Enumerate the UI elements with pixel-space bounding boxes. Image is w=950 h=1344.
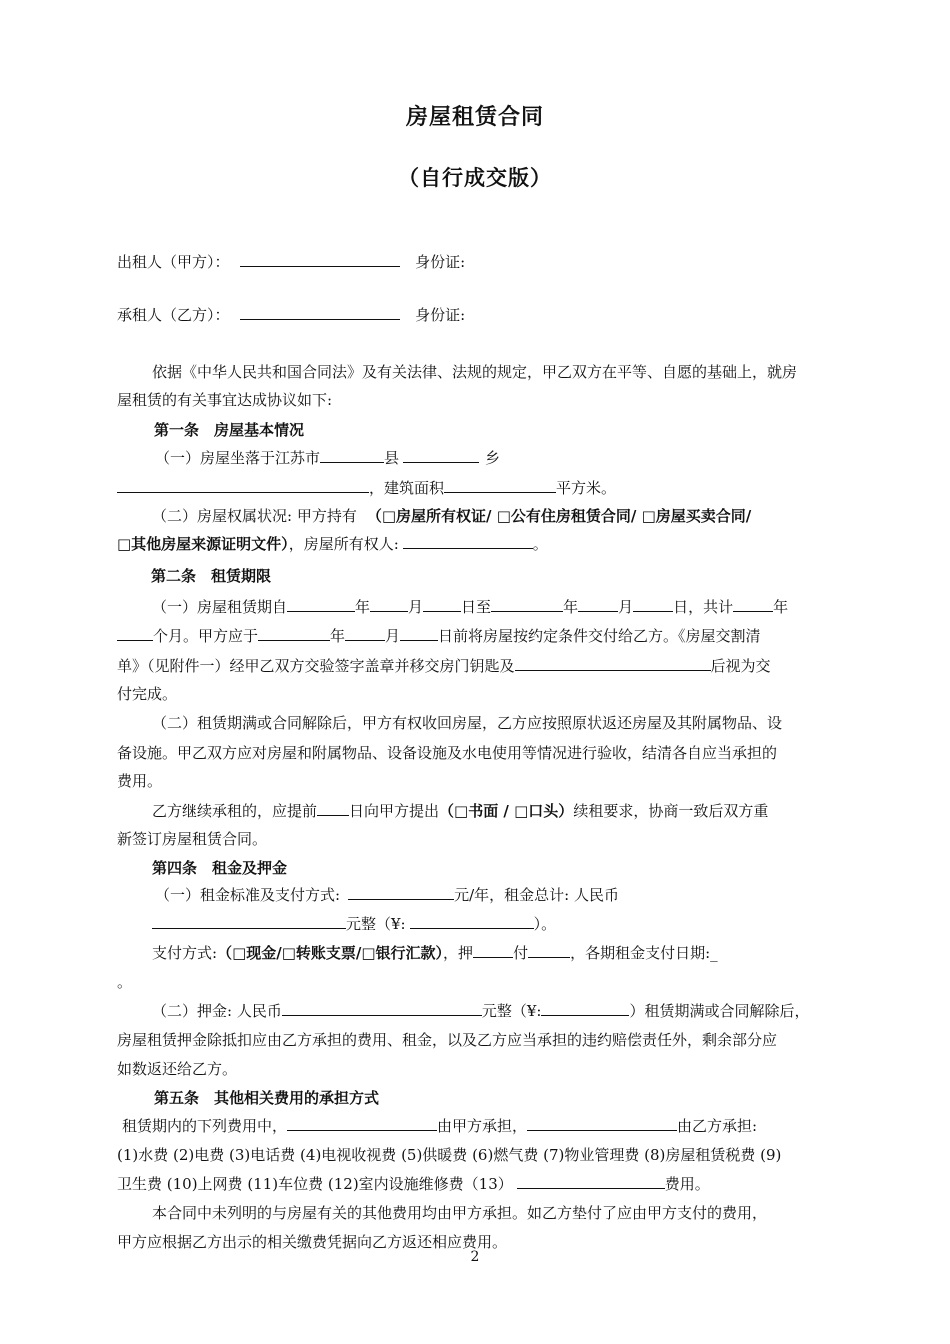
art2-return-line-2: 备设施。甲乙双方应对房屋和附属物品、设备设施及水电使用等情况进行验收，结清各自应当承担的 [117,744,778,762]
art2-renew-line-2: 新签订房屋租赁合同。 [117,830,268,848]
art5-fees-line-2: (1)水费 (2)电费 (3)电话费 (4)电视收视费 (5)供暖费 (6)燃气费 (7)物业管理费 (8)房屋租赁税费 (9) [117,1146,782,1164]
renew-text-3: 续租要求，协商一致后双方重 [573,802,769,820]
deposit-months-label: ，押 [443,944,474,962]
art4-pay-line-2: 。 [117,973,133,991]
art4-deposit-line-1 [152,1001,809,1021]
county-blank[interactable] [403,448,479,463]
fees-suffix: 费用。 [664,1175,710,1193]
deposit-text: ）租赁期满或合同解除后， [629,1002,810,1020]
art1-ownership-line [152,506,751,526]
lessee-name-blank[interactable] [240,305,400,320]
owner-blank[interactable] [403,534,533,549]
lessor-line [117,252,465,272]
handover-text-3: 后视为交 [710,657,771,675]
delivery-day-blank[interactable] [400,626,438,641]
doc-title: 房屋租赁合同 [405,105,544,130]
ownership-option-other[interactable]: □其他房屋来源证明文件） [117,535,289,553]
delivery-month-blank[interactable] [345,626,385,641]
article-5-heading: 第五条 其他相关费用的承担方式 [154,1089,380,1107]
area-blank[interactable] [444,478,556,493]
art4-rent-line-1 [155,885,619,905]
month-label: 月 [618,598,634,616]
lessor-fees-blank[interactable] [287,1116,437,1131]
lessee-line [117,305,465,325]
art1-location-line [155,448,500,468]
month-label: 月 [408,598,424,616]
lessor-name-blank[interactable] [240,252,400,267]
lessee-fees-label: 由乙方承担: [677,1117,758,1135]
rent-total-label: 元/年，租金总计: 人民币 [454,886,619,904]
art4-rent-line-2 [152,914,556,934]
handover-items-blank[interactable] [515,656,711,671]
fees-intro: 租赁期内的下列费用中， [122,1117,288,1135]
year-label: 年 [773,598,789,616]
deposit-words-blank[interactable] [282,1001,482,1016]
owner-period: 。 [532,535,548,553]
lessee-label: 承租人（乙方）： [117,306,230,324]
deposit-label: （二）押金: 人民币 [152,1002,282,1020]
area-unit: 平方米。 [556,479,617,497]
rent-close: ）。 [533,915,557,933]
handover-text: 日前将房屋按约定条件交付给乙方。《房屋交割清 [438,627,761,645]
total-months-blank[interactable] [117,626,153,641]
city-blank[interactable] [320,448,384,463]
township-label: 乡 [485,449,501,467]
art4-pay-line [152,943,718,963]
total-label: 日，共计 [673,598,734,616]
intro-line-1: 依据《中华人民共和国合同法》及有关法律、法规的规定，甲乙双方在平等、自愿的基础上，就房 [152,363,798,381]
article-2-heading: 第二条 租赁期限 [151,567,272,585]
deposit-yuan-label: 元整（¥: [481,1002,542,1020]
art1-area-line [117,478,616,498]
art2-term-line-4: 付完成。 [117,685,178,703]
art2-term-line-3 [117,656,771,676]
area-label: ，建筑面积 [369,479,445,497]
renew-method-options[interactable]: （□书面 / □口头） [439,802,574,820]
start-day-blank[interactable] [423,597,461,612]
year-label: 年 [355,598,371,616]
rent-yuan-label: 元整（¥: [346,915,406,933]
end-month-blank[interactable] [578,597,618,612]
start-month-blank[interactable] [370,597,408,612]
art5-other-line-2: 甲方应根据乙方出示的相关缴费凭据向乙方返还相应费用。 [117,1233,508,1251]
pay-method-options[interactable]: （□现金/□转账支票/□银行汇款） [217,944,444,962]
rent-total-number-blank[interactable] [410,914,534,929]
art5-other-line-1: 本合同中未列明的与房屋有关的其他费用均由甲方承担。如乙方垫付了应由甲方支付的费用， [152,1204,768,1222]
month-label: 月 [385,627,401,645]
rent-per-year-blank[interactable] [348,885,454,900]
county-label: 县 [384,449,400,467]
art1-location-text: （一）房屋坐落于江苏市 [155,449,321,467]
delivery-year-blank[interactable] [258,626,330,641]
total-years-blank[interactable] [733,597,773,612]
renew-text: 乙方继续承租的，应提前 [152,802,318,820]
handover-text-2: 单》（见附件一）经甲乙双方交验签字盖章并移交房门钥匙及 [117,657,515,675]
term-label: （一）房屋租赁期自 [152,598,288,616]
deposit-months-blank[interactable] [473,943,513,958]
deposit-number-blank[interactable] [541,1001,629,1016]
lessee-fees-blank[interactable] [527,1116,677,1131]
doc-subtitle: （自行成交版） [398,166,552,190]
lessor-id-label: 身份证: [415,253,466,271]
art5-fees-line-3 [117,1174,710,1194]
year-label: 年 [330,627,346,645]
pay-date-label: ，各期租金支付日期:_ [570,944,718,962]
art2-term-line-1 [152,597,788,617]
lessee-id-label: 身份证: [415,306,466,324]
start-year-blank[interactable] [287,597,355,612]
ownership-options[interactable]: （□房屋所有权证/ □公有住房租赁合同/ □房屋买卖合同/ [366,507,752,525]
delivery-label: 个月。甲方应于 [153,627,259,645]
year-label: 年 [563,598,579,616]
intro-line-2: 屋租赁的有关事宜达成协议如下: [117,391,333,409]
owner-label: ，房屋所有权人: [288,535,399,553]
lessor-label: 出租人（甲方）： [117,253,230,271]
art4-deposit-line-3: 如数返还给乙方。 [117,1060,238,1078]
end-year-blank[interactable] [491,597,563,612]
lessor-fees-label: 由甲方承担， [437,1117,528,1135]
art2-renew-line-1 [152,801,768,821]
ownership-label: （二）房屋权属状况: 甲方持有 [152,507,357,525]
art2-return-line-3: 费用。 [117,772,163,790]
fees-list-end: 卫生费 (10)上网费 (11)车位费 (12)室内设施维修费（13） [117,1175,513,1193]
pay-method-label: 支付方式: [152,944,218,962]
day-to-label: 日至 [461,598,492,616]
art2-term-line-2 [117,626,761,646]
art5-fees-line-1 [122,1116,757,1136]
art4-deposit-line-2: 房屋租赁押金除抵扣应由乙方承担的费用、租金，以及乙方应当承担的违约赔偿责任外，剩余部分应 [117,1031,778,1049]
renew-text-2: 日向甲方提出 [349,802,440,820]
art2-return-line-1: （二）租赁期满或合同解除后，甲方有权收回房屋，乙方应按照原状返还房屋及其附属物品、设 [152,714,783,732]
end-day-blank[interactable] [633,597,673,612]
rent-total-words-blank[interactable] [152,914,346,929]
art1-ownership-line-2 [117,534,548,554]
pay-months-blank[interactable] [528,943,570,958]
renew-days-blank[interactable] [317,801,349,816]
page-number: 2 [470,1249,480,1265]
article-4-heading: 第四条 租金及押金 [152,859,288,877]
rent-standard-label: （一）租金标准及支付方式: [155,886,341,904]
other-fee-blank[interactable] [517,1174,665,1189]
article-1-heading: 第一条 房屋基本情况 [154,421,305,439]
address-blank[interactable] [117,478,369,493]
pay-months-label: 付 [513,944,529,962]
